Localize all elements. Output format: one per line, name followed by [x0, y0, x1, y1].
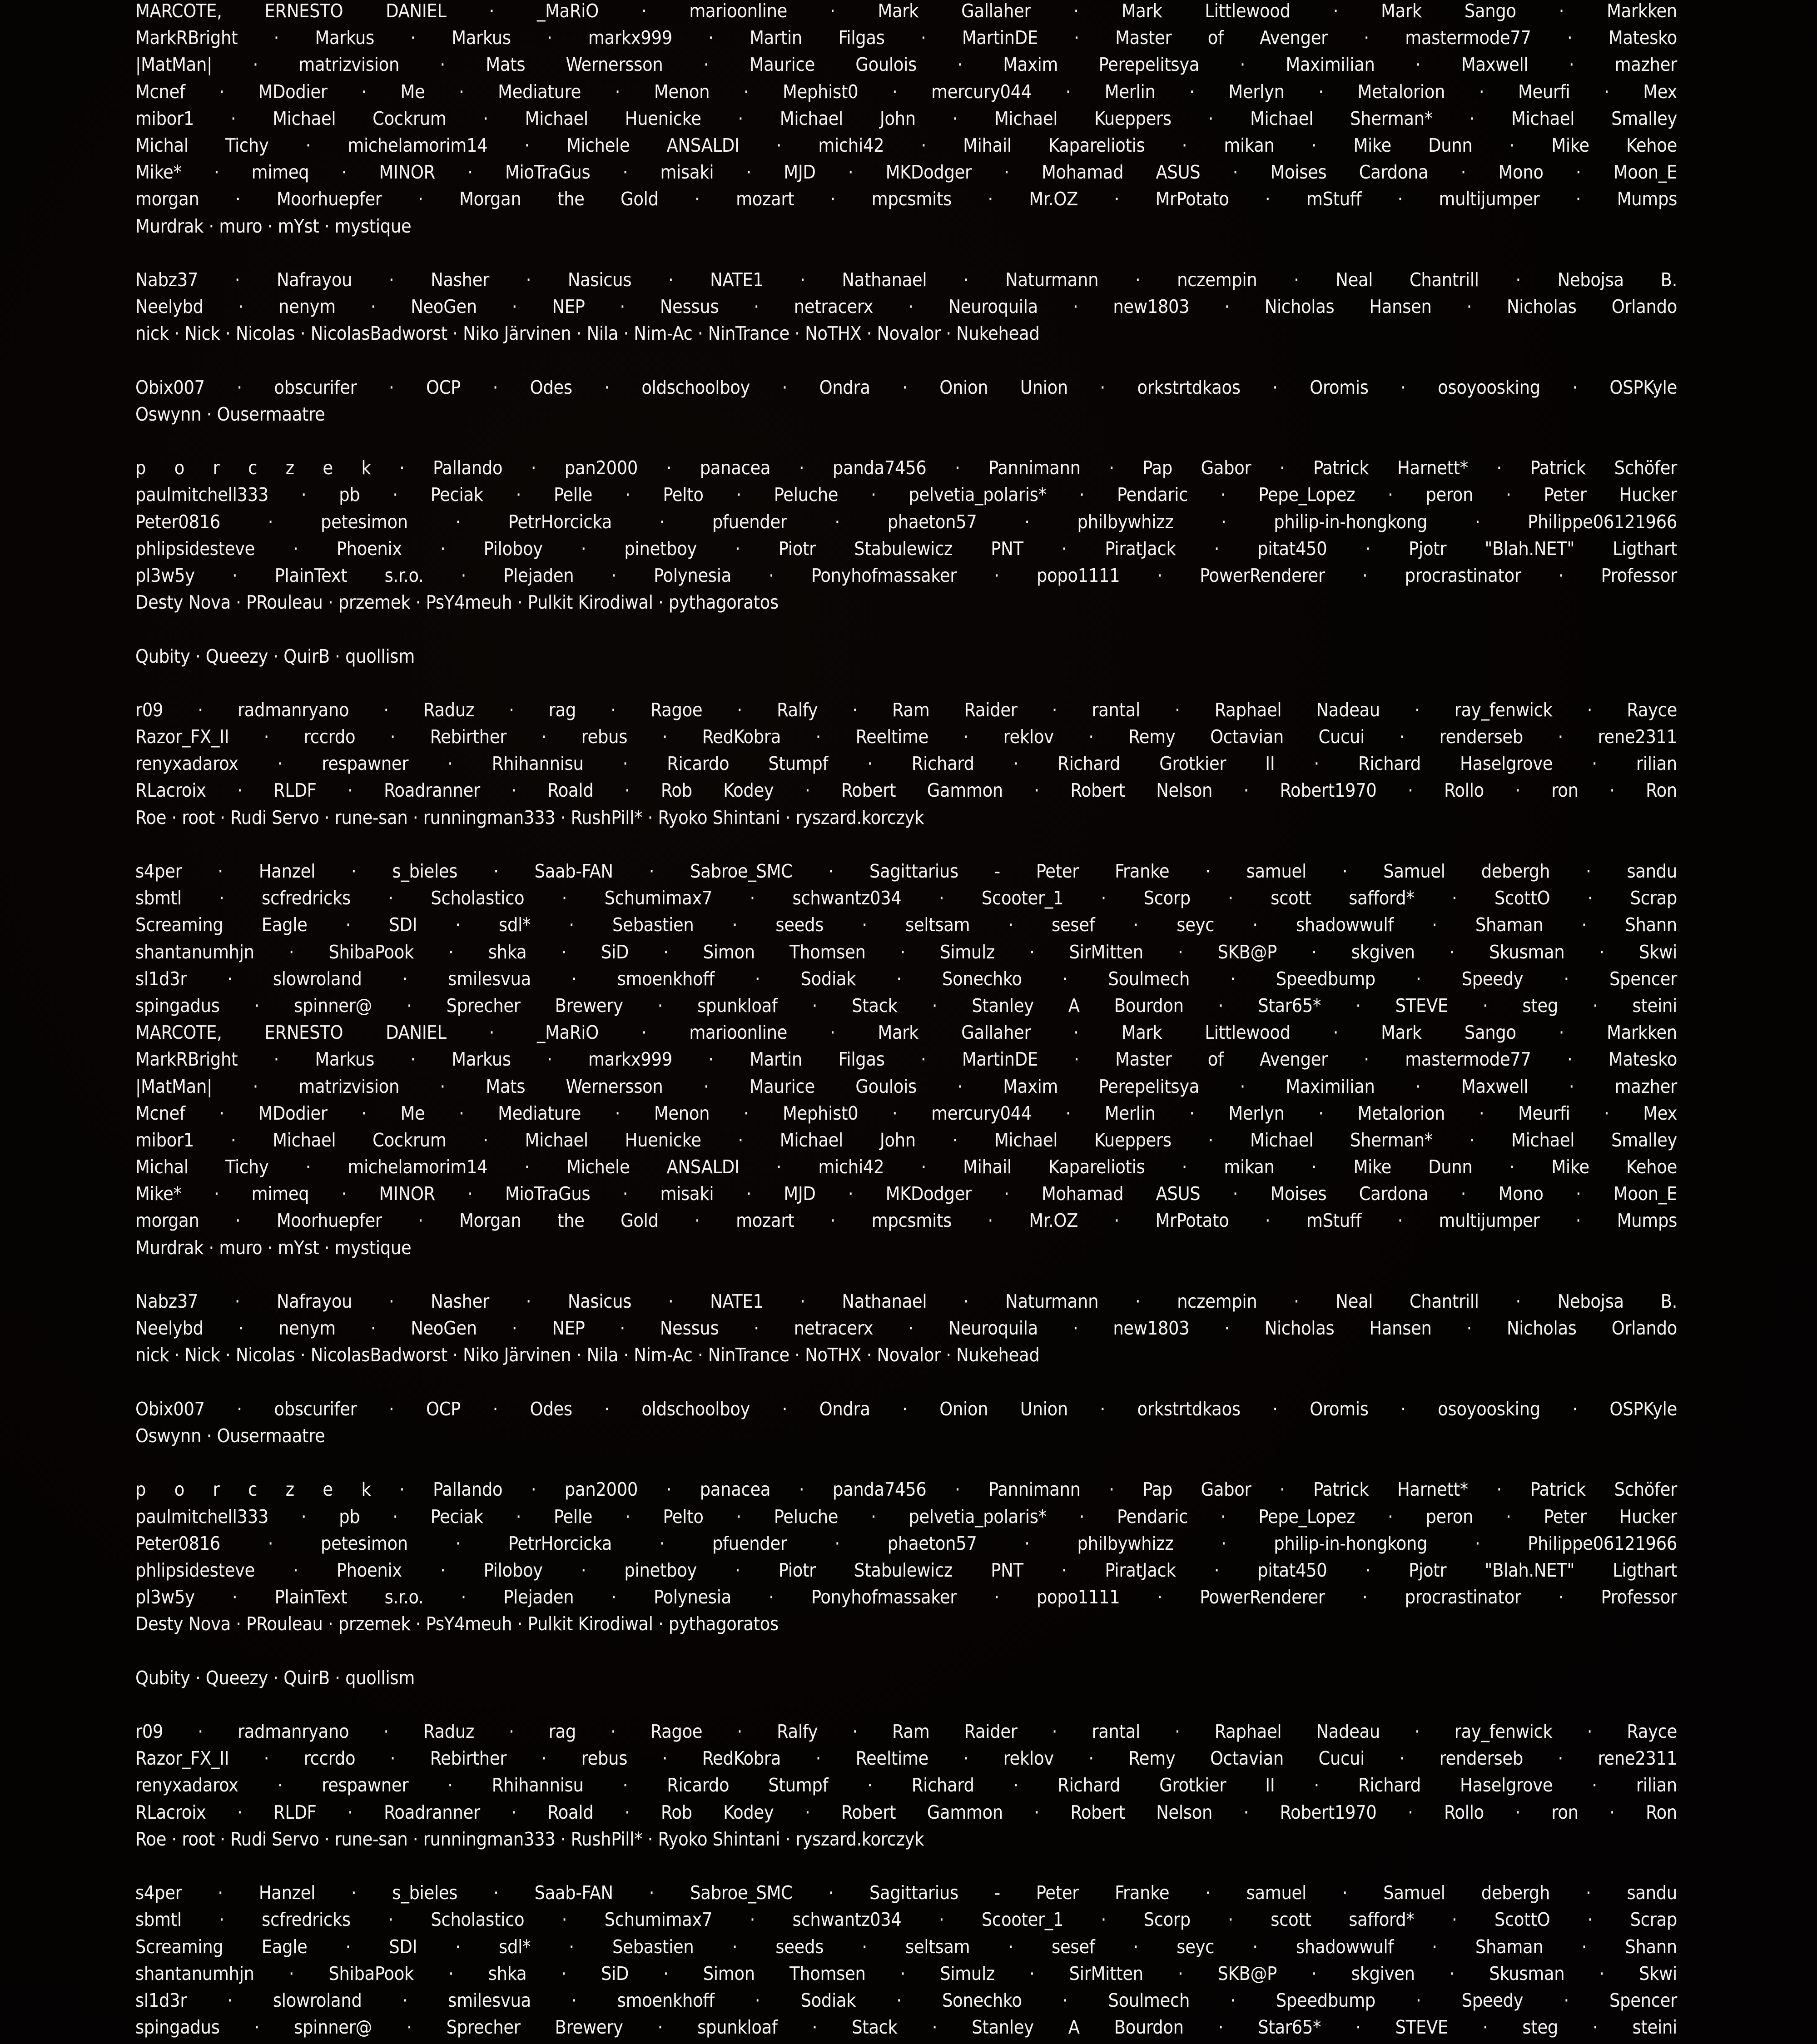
credits-line-p-5: pl3w5y · PlainText s.r.o. · Plejaden · Polynesia · Ponyhofmassaker · popo1111 · PowerRenderer · procrastinator · Professor: [135, 1586, 1677, 1608]
credits-section-gap: [135, 670, 1677, 697]
credits-line-m-5: mibor1 · Michael Cockrum · Michael Huenicke · Michael John · Michael Kueppers · Michael Sherman* · Michael Smalley: [135, 107, 1677, 129]
credits-line-m-5: mibor1 · Michael Cockrum · Michael Huenicke · Michael John · Michael Kueppers · Michael Sherman* · Michael Smalley: [135, 1129, 1677, 1151]
credits-line-p-1: p o r c z e k · Pallando · pan2000 · panacea · panda7456 · Pannimann · Pap Gabor · Patrick Harnett* · Patrick Schöfer: [135, 1478, 1677, 1501]
credits-line-m-4: Mcnef · MDodier · Me · Mediature · Menon · Mephist0 · mercury044 · Merlin · Merlyn · Metalorion · Meurfi · Mex: [135, 1102, 1677, 1124]
credits-line-r-3: renyxadarox · respawner · Rhihannisu · Ricardo Stumpf · Richard · Richard Grotkier II · Richard Haselgrove · rilian: [135, 1774, 1677, 1796]
credits-line-m-3: |MatMan| · matrizvision · Mats Wernersson · Maurice Goulois · Maxim Perepelitsya · Maximilian · Maxwell · mazher: [135, 1075, 1677, 1097]
credits-line-n-3: nick · Nick · Nicolas · NicolasBadworst · Niko Järvinen · Nila · Nim-Ac · NinTrance · NoTHX · Novalor · Nukehead: [135, 1344, 1040, 1366]
credits-section-gap: [135, 831, 1677, 858]
credits-line-m-3: |MatMan| · matrizvision · Mats Wernersson · Maurice Goulois · Maxim Perepelitsya · Maximilian · Maxwell · mazher: [135, 54, 1677, 76]
credits-line-r-3: renyxadarox · respawner · Rhihannisu · Ricardo Stumpf · Richard · Richard Grotkier II · Richard Haselgrove · rilian: [135, 753, 1677, 775]
credits-line-r-4: RLacroix · RLDF · Roadranner · Roald · Rob Kodey · Robert Gammon · Robert Nelson · Robert1970 · Rollo · ron · Ron: [135, 779, 1677, 802]
credits-section-gap: [135, 1261, 1677, 1288]
credits-line-m-1: MARCOTE, ERNESTO DANIEL · _MaRiO · marioonline · Mark Gallaher · Mark Littlewood · Mark Sango · Markken: [135, 0, 1677, 22]
credits-line-s-2: sbmtl · scfredricks · Scholastico · Schumimax7 · schwantz034 · Scooter_1 · Scorp · scott safford* · ScottO · Scrap: [135, 1909, 1677, 1931]
credits-line-n-1: Nabz37 · Nafrayou · Nasher · Nasicus · NATE1 · Nathanael · Naturmann · nczempin · Neal Chantrill · Nebojsa B.: [135, 1290, 1677, 1312]
credits-line-p-2: paulmitchell333 · pb · Peciak · Pelle · Pelto · Peluche · pelvetia_polaris* · Pendaric · Pepe_Lopez · peron · Peter Hucker: [135, 484, 1677, 506]
credits-line-s-4: shantanumhjn · ShibaPook · shka · SiD · Simon Thomsen · Simulz · SirMitten · SKB@P · skgiven · Skusman · Skwi: [135, 1962, 1677, 1984]
credits-section-gap: [135, 1449, 1677, 1476]
credits-line-p-1: p o r c z e k · Pallando · pan2000 · panacea · panda7456 · Pannimann · Pap Gabor · Patrick Harnett* · Patrick Schöfer: [135, 457, 1677, 479]
credits-section-gap: [135, 347, 1677, 374]
credits-line-p-4: phlipsidesteve · Phoenix · Piloboy · pinetboy · Piotr Stabulewicz PNT · PiratJack · pitat450 · Pjotr "Blah.NET" Ligthart: [135, 1559, 1677, 1581]
credits-line-p-6: Desty Nova · PRouleau · przemek · PsY4meuh · Pulkit Kirodiwal · pythagoratos: [135, 1613, 779, 1635]
credits-line-p-3: Peter0816 · petesimon · PetrHorcicka · pfuender · phaeton57 · philbywhizz · philip-in-hongkong · Philippe06121966: [135, 1532, 1677, 1554]
credits-section-gap: [135, 428, 1677, 455]
credits-line-s-1: s4per · Hanzel · s_bieles · Saab-FAN · Sabroe_SMC · Sagittarius - Peter Franke · samuel · Samuel debergh · sandu: [135, 1882, 1677, 1904]
credits-line-p-3: Peter0816 · petesimon · PetrHorcicka · pfuender · phaeton57 · philbywhizz · philip-in-hongkong · Philippe06121966: [135, 511, 1677, 533]
credits-section-gap: [135, 1853, 1677, 1880]
credits-line-m-7: Mike* · mimeq · MINOR · MioTraGus · misaki · MJD · MKDodger · Mohamad ASUS · Moises Cardona · Mono · Moon_E: [135, 1183, 1677, 1205]
credits-section-gap: [135, 1369, 1677, 1396]
credits-section-gap: [135, 616, 1677, 643]
credits-line-m-2: MarkRBright · Markus · Markus · markx999 · Martin Filgas · MartinDE · Master of Avenger · mastermode77 · Matesko: [135, 1048, 1677, 1071]
credits-section-gap: [135, 240, 1677, 267]
credits-line-m-6: Michal Tichy · michelamorim14 · Michele ANSALDI · michi42 · Mihail Kapareliotis · mikan · Mike Dunn · Mike Kehoe: [135, 1156, 1677, 1178]
credits-line-r-1: r09 · radmanryano · Raduz · rag · Ragoe · Ralfy · Ram Raider · rantal · Raphael Nadeau · ray_fenwick · Rayce: [135, 699, 1677, 721]
credits-line-r-4: RLacroix · RLDF · Roadranner · Roald · Rob Kodey · Robert Gammon · Robert Nelson · Robert1970 · Rollo · ron · Ron: [135, 1801, 1677, 1823]
credits-line-m-7: Mike* · mimeq · MINOR · MioTraGus · misaki · MJD · MKDodger · Mohamad ASUS · Moises Cardona · Mono · Moon_E: [135, 161, 1677, 184]
credits-line-o-1: Obix007 · obscurifer · OCP · Odes · oldschoolboy · Ondra · Onion Union · orkstrtdkaos · Oromis · osoyoosking · OSPKyle: [135, 376, 1677, 398]
credits-line-r-5: Roe · root · Rudi Servo · rune-san · runningman333 · RushPill* · Ryoko Shintani · ryszard.korczyk: [135, 806, 924, 829]
credits-line-s-2: sbmtl · scfredricks · Scholastico · Schumimax7 · schwantz034 · Scooter_1 · Scorp · scott safford* · ScottO · Scrap: [135, 887, 1677, 909]
credits-line-o-1: Obix007 · obscurifer · OCP · Odes · oldschoolboy · Ondra · Onion Union · orkstrtdkaos · Oromis · osoyoosking · OSPKyle: [135, 1398, 1677, 1420]
credits-line-q-1: Qubity · Queezy · QuirB · quollism: [135, 1667, 415, 1689]
credits-line-m-8: morgan · Moorhuepfer · Morgan the Gold · mozart · mpcsmits · Mr.OZ · MrPotato · mStuff · multijumper · Mumps: [135, 1210, 1677, 1232]
credits-line-m-4: Mcnef · MDodier · Me · Mediature · Menon · Mephist0 · mercury044 · Merlin · Merlyn · Metalorion · Meurfi · Mex: [135, 80, 1677, 103]
credits-line-n-2: Neelybd · nenym · NeoGen · NEP · Nessus · netracerx · Neuroquila · new1803 · Nicholas Hansen · Nicholas Orlando: [135, 1317, 1677, 1340]
credits-line-n-2: Neelybd · nenym · NeoGen · NEP · Nessus · netracerx · Neuroquila · new1803 · Nicholas Hansen · Nicholas Orlando: [135, 296, 1677, 318]
credits-line-s-5: sl1d3r · slowroland · smilesvua · smoenkhoff · Sodiak · Sonechko · Soulmech · Speedbump · Speedy · Spencer: [135, 1989, 1677, 2011]
credits-line-s-3: Screaming Eagle · SDI · sdl* · Sebastien · seeds · seltsam · sesef · seyc · shadowwulf · Shaman · Shann: [135, 914, 1677, 936]
credits-line-q-1: Qubity · Queezy · QuirB · quollism: [135, 645, 415, 667]
credits-section-gap: [135, 1637, 1677, 1664]
credits-line-p-4: phlipsidesteve · Phoenix · Piloboy · pinetboy · Piotr Stabulewicz PNT · PiratJack · pitat450 · Pjotr "Blah.NET" Ligthart: [135, 537, 1677, 560]
credits-line-m-1: MARCOTE, ERNESTO DANIEL · _MaRiO · marioonline · Mark Gallaher · Mark Littlewood · Mark Sango · Markken: [135, 1022, 1677, 1044]
credits-line-m-9: Murdrak · muro · mYst · mystique: [135, 1236, 412, 1259]
credits-section-gap: [135, 1692, 1677, 1718]
credits-line-n-3: nick · Nick · Nicolas · NicolasBadworst · Niko Järvinen · Nila · Nim-Ac · NinTrance · NoTHX · Novalor · Nukehead: [135, 322, 1040, 345]
credits-line-r-1: r09 · radmanryano · Raduz · rag · Ragoe · Ralfy · Ram Raider · rantal · Raphael Nadeau · ray_fenwick · Rayce: [135, 1721, 1677, 1742]
credits-line-r-5: Roe · root · Rudi Servo · rune-san · runningman333 · RushPill* · Ryoko Shintani · ryszard.korczyk: [135, 1828, 924, 1850]
credits-line-s-1: s4per · Hanzel · s_bieles · Saab-FAN · Sabroe_SMC · Sagittarius - Peter Franke · samuel · Samuel debergh · sandu: [135, 860, 1677, 882]
credits-line-m-6: Michal Tichy · michelamorim14 · Michele ANSALDI · michi42 · Mihail Kapareliotis · mikan · Mike Dunn · Mike Kehoe: [135, 134, 1677, 156]
credits-line-o-2: Oswynn · Ousermaatre: [135, 1424, 325, 1447]
credits-line-s-6: spingadus · spinner@ · Sprecher Brewery · spunkloaf · Stack · Stanley A Bourdon · Star65* · STEVE · steg · steini: [135, 994, 1677, 1017]
credits-line-n-1: Nabz37 · Nafrayou · Nasher · Nasicus · NATE1 · Nathanael · Naturmann · nczempin · Neal Chantrill · Nebojsa B.: [135, 268, 1677, 291]
credits-line-m-9: Murdrak · muro · mYst · mystique: [135, 215, 412, 237]
credits-line-r-2: Razor_FX_II · rccrdo · Rebirther · rebus · RedKobra · Reeltime · reklov · Remy Octavian Cucui · renderseb · rene2311: [135, 726, 1677, 748]
credits-line-m-8: morgan · Moorhuepfer · Morgan the Gold · mozart · mpcsmits · Mr.OZ · MrPotato · mStuff · multijumper · Mumps: [135, 188, 1677, 210]
credits-line-s-4: shantanumhjn · ShibaPook · shka · SiD · Simon Thomsen · Simulz · SirMitten · SKB@P · skgiven · Skusman · Skwi: [135, 941, 1677, 963]
credits-line-r-2: Razor_FX_II · rccrdo · Rebirther · rebus · RedKobra · Reeltime · reklov · Remy Octavian Cucui · renderseb · rene2311: [135, 1747, 1677, 1770]
credits-line-p-6: Desty Nova · PRouleau · przemek · PsY4meuh · Pulkit Kirodiwal · pythagoratos: [135, 591, 779, 614]
credits-line-p-5: pl3w5y · PlainText s.r.o. · Plejaden · Polynesia · Ponyhofmassaker · popo1111 · PowerRenderer · procrastinator · Professor: [135, 564, 1677, 586]
credits-line-s-5: sl1d3r · slowroland · smilesvua · smoenkhoff · Sodiak · Sonechko · Soulmech · Speedbump · Speedy · Spencer: [135, 967, 1677, 990]
credits-line-s-3: Screaming Eagle · SDI · sdl* · Sebastien · seeds · seltsam · sesef · seyc · shadowwulf · Shaman · Shann: [135, 1935, 1677, 1958]
credits-line-p-2: paulmitchell333 · pb · Peciak · Pelle · Pelto · Peluche · pelvetia_polaris* · Pendaric · Pepe_Lopez · peron · Peter Hucker: [135, 1505, 1677, 1528]
credits-line-m-2: MarkRBright · Markus · Markus · markx999 · Martin Filgas · MartinDE · Master of Avenger · mastermode77 · Matesko: [135, 27, 1677, 49]
credits-line-o-2: Oswynn · Ousermaatre: [135, 403, 325, 425]
credits-line-s-6: spingadus · spinner@ · Sprecher Brewery · spunkloaf · Stack · Stanley A Bourdon · Star65* · STEVE · steg · steini: [135, 2016, 1677, 2039]
